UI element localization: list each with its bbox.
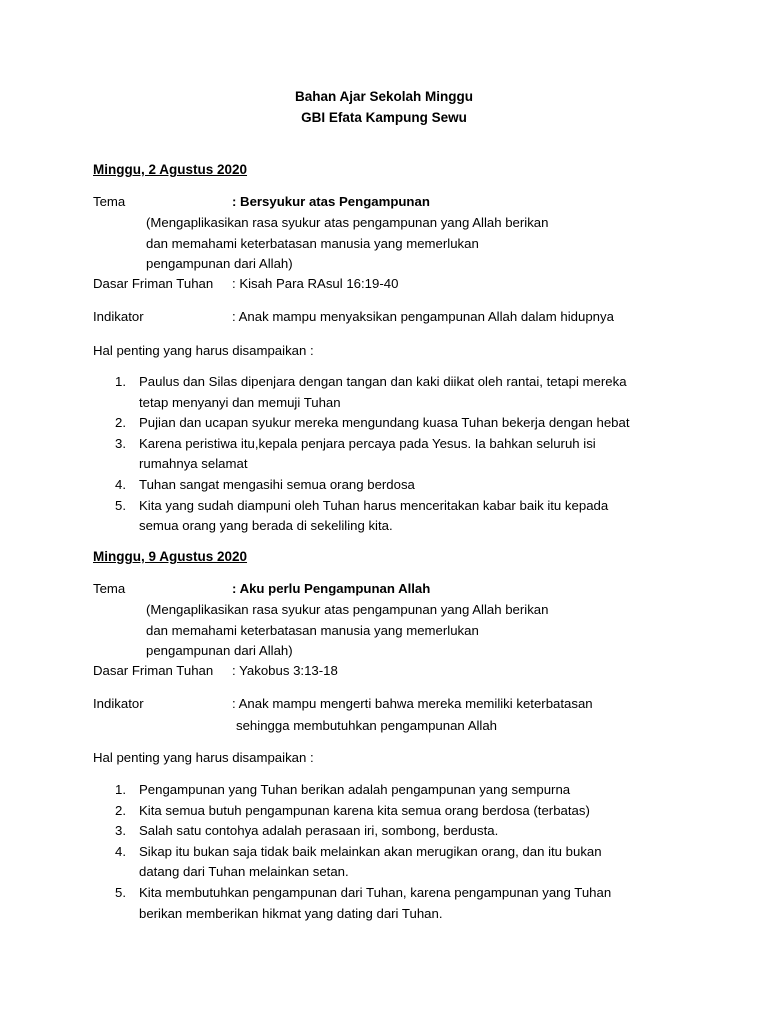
tema-desc-line: (Mengaplikasikan rasa syukur atas pengampunan yang Allah berikan bbox=[146, 602, 549, 617]
tema-description bbox=[146, 213, 548, 275]
tema-value: : Bersyukur atas Pengampunan bbox=[232, 194, 430, 209]
dasar-label: Dasar Friman Tuhan bbox=[93, 663, 214, 678]
list-item: 2. Kita semua butuh pengampunan karena kita semua orang berdosa (terbatas) bbox=[115, 802, 590, 818]
dasar-value: : Yakobus 3:13-18 bbox=[232, 663, 338, 678]
tema-desc-line: pengampunan dari Allah) bbox=[146, 643, 293, 659]
list-item: 3. Karena peristiwa itu,kepala penjara percaya pada Yesus. Ia bahkan seluruh isi rumahnya selamat bbox=[115, 435, 596, 472]
document-subtitle: GBI Efata Kampung Sewu bbox=[301, 110, 467, 125]
indikator-value: : Anak mampu menyaksikan pengampunan Allah dalam hidupnya bbox=[232, 309, 614, 324]
list-item: 1. Pengampunan yang Tuhan berikan adalah pengampunan yang sempurna bbox=[115, 782, 571, 797]
points-list bbox=[93, 780, 693, 924]
list-item: 4. Tuhan sangat mengasihi semua orang berdosa bbox=[115, 476, 415, 492]
list-item: 5. Kita yang sudah diampuni oleh Tuhan harus menceritakan kabar baik itu kepada semua orang yang berada di sekeliling kita. bbox=[115, 497, 609, 534]
tema-desc-line: dan memahami keterbatasan manusia yang memerlukan bbox=[146, 622, 479, 638]
list-item: 4. Sikap itu bukan saja tidak baik melainkan akan merugikan orang, dan itu bukan datang dari Tuhan melainkan setan. bbox=[115, 843, 602, 880]
indikator-label: Indikator bbox=[93, 696, 144, 711]
points-list bbox=[93, 372, 693, 537]
dasar-value: : Kisah Para RAsul 16:19-40 bbox=[232, 276, 399, 291]
indikator-label: Indikator bbox=[93, 309, 144, 324]
indikator-value: : Anak mampu mengerti bahwa mereka memiliki keterbatasan bbox=[232, 696, 593, 711]
list-item: 5. Kita membutuhkan pengampunan dari Tuhan, karena pengampunan yang Tuhan berikan memberikan hikmat yang dating dari Tuhan. bbox=[115, 884, 612, 921]
tema-desc-line: pengampunan dari Allah) bbox=[146, 256, 293, 272]
dasar-label: Dasar Friman Tuhan bbox=[93, 276, 214, 291]
tema-desc-line: dan memahami keterbatasan manusia yang memerlukan bbox=[146, 235, 479, 251]
tema-desc-line: (Mengaplikasikan rasa syukur atas pengampunan yang Allah berikan bbox=[146, 215, 549, 230]
list-item: 1. Paulus dan Silas dipenjara dengan tangan dan kaki diikat oleh rantai, tetapi mereka tetap menyanyi dan memuji Tuhan bbox=[115, 374, 627, 410]
indikator-continuation: sehingga membutuhkan pengampunan Allah bbox=[236, 718, 498, 733]
tema-label: Tema bbox=[93, 194, 126, 209]
hal-penting-label: Hal penting yang harus disampaikan : bbox=[93, 750, 314, 765]
list-item: 2. Pujian dan ucapan syukur mereka mengundang kuasa Tuhan bekerja dengan hebat bbox=[115, 415, 630, 431]
document-title: Bahan Ajar Sekolah Minggu bbox=[294, 89, 474, 104]
tema-label: Tema bbox=[93, 581, 126, 596]
hal-penting-label: Hal penting yang harus disampaikan : bbox=[93, 343, 314, 358]
tema-value: : Aku perlu Pengampunan Allah bbox=[232, 581, 431, 596]
section-date: Minggu, 9 Agustus 2020 bbox=[93, 549, 248, 564]
list-item: 3. Salah satu contohya adalah perasaan iri, sombong, berdusta. bbox=[115, 823, 499, 839]
tema-description bbox=[146, 600, 548, 662]
section-date: Minggu, 2 Agustus 2020 bbox=[93, 162, 248, 177]
